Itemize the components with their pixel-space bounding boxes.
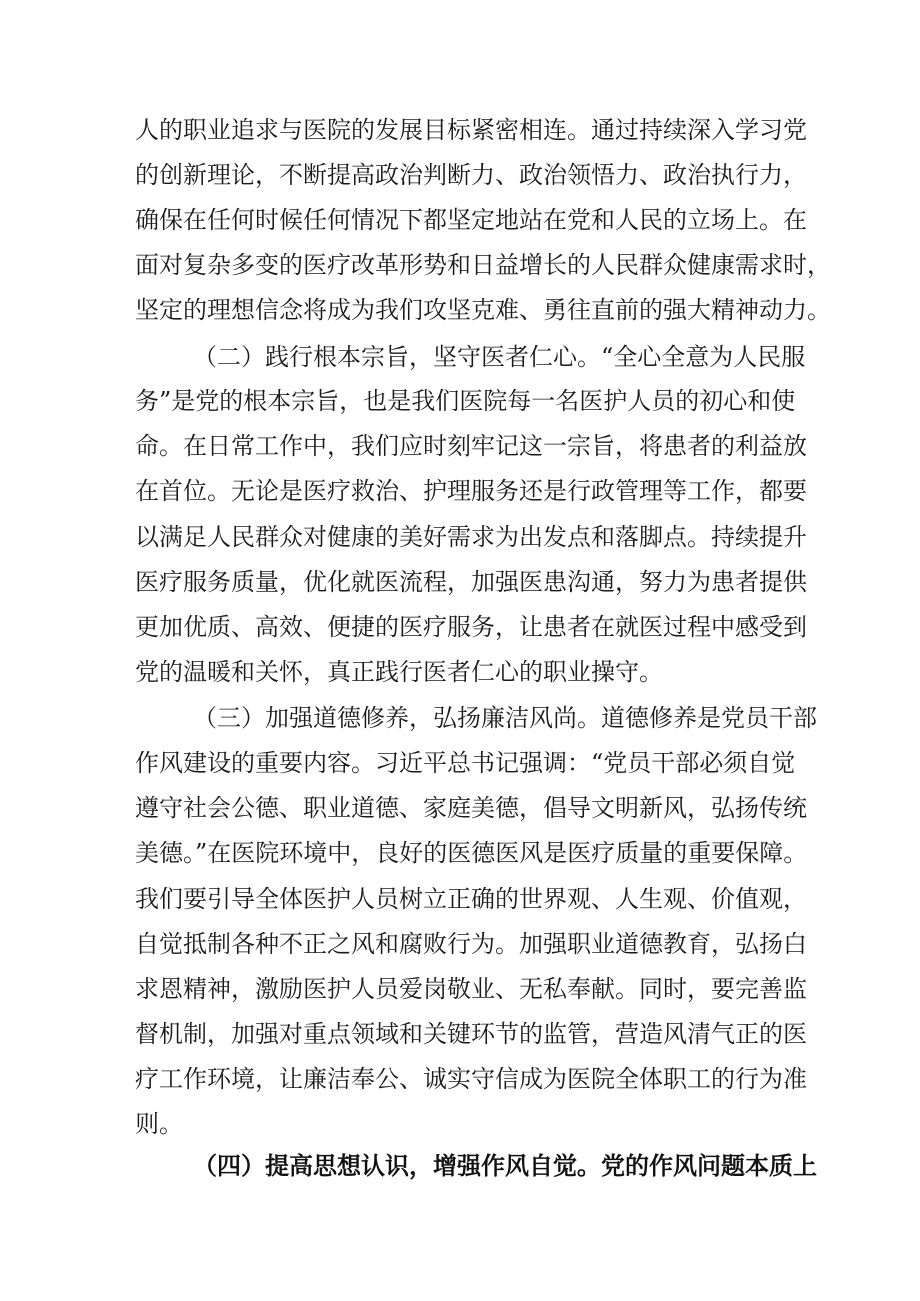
text-line: 的创新理论，不断提高政治判断力、政治领悟力、政治执行力， (135, 161, 807, 189)
text-line: 坚定的理想信念将成为我们攻坚克难、勇往直前的强大精神动力。 (135, 296, 831, 324)
section-two-first-line: （二）践行根本宗旨，坚守医者仁心。“全心全意为人民服 (193, 343, 806, 371)
text-line: 疗工作环境，让廉洁奉公、诚实守信成为医院全体职工的行为准 (135, 1065, 807, 1093)
text-line: 作风建设的重要内容。习近平总书记强调：“党员干部必须自觉 (135, 749, 796, 777)
section-four-heading (193, 1150, 817, 1182)
text-line: 自觉抵制各种不正之风和腐败行为。加强职业道德教育，弘扬白 (135, 930, 807, 958)
text-line: 人的职业追求与医院的发展目标紧密相连。通过持续深入学习党 (135, 116, 807, 144)
text-line: 面对复杂多变的医疗改革形势和日益增长的人民群众健康需求时， (135, 251, 831, 279)
text-line: 遵守社会公德、职业道德、家庭美德，倡导文明新风，弘扬传统 (135, 794, 807, 822)
text-line: 务”是党的根本宗旨，也是我们医院每一名医护人员的初心和使 (135, 387, 796, 415)
section-four-title: （四）提高思想认识，增强作风自觉。 (193, 1152, 601, 1180)
text-line: 党的温暖和关怀，真正践行医者仁心的职业操守。 (135, 658, 663, 686)
text-line: 则。 (135, 1110, 183, 1138)
section-three-first-line: （三）加强道德修养，弘扬廉洁风尚。道德修养是党员干部 (193, 704, 817, 732)
text-line: 更加优质、高效、便捷的医疗服务，让患者在就医过程中感受到 (135, 613, 807, 641)
text-line: 我们要引导全体医护人员树立正确的世界观、人生观、价值观， (135, 885, 807, 913)
text-line: 求恩精神，激励医护人员爱岗敬业、无私奉献。同时，要完善监 (135, 975, 807, 1003)
text-line: 确保在任何时候任何情况下都坚定地站在党和人民的立场上。在 (135, 206, 807, 234)
text-line: 在首位。无论是医疗救治、护理服务还是行政管理等工作，都要 (135, 477, 807, 505)
text-line: 医疗服务质量，优化就医流程，加强医患沟通，努力为患者提供 (135, 568, 807, 596)
section-four-text: 党的作风问题本质上 (601, 1152, 817, 1180)
text-line: 美德。”在医院环境中，良好的医德医风是医疗质量的重要保障。 (135, 839, 808, 867)
text-line: 督机制，加强对重点领域和关键环节的监管，营造风清气正的医 (135, 1020, 807, 1048)
text-line: 命。在日常工作中，我们应时刻牢记这一宗旨，将患者的利益放 (135, 432, 807, 460)
text-line: 以满足人民群众对健康的美好需求为出发点和落脚点。持续提升 (135, 523, 807, 551)
